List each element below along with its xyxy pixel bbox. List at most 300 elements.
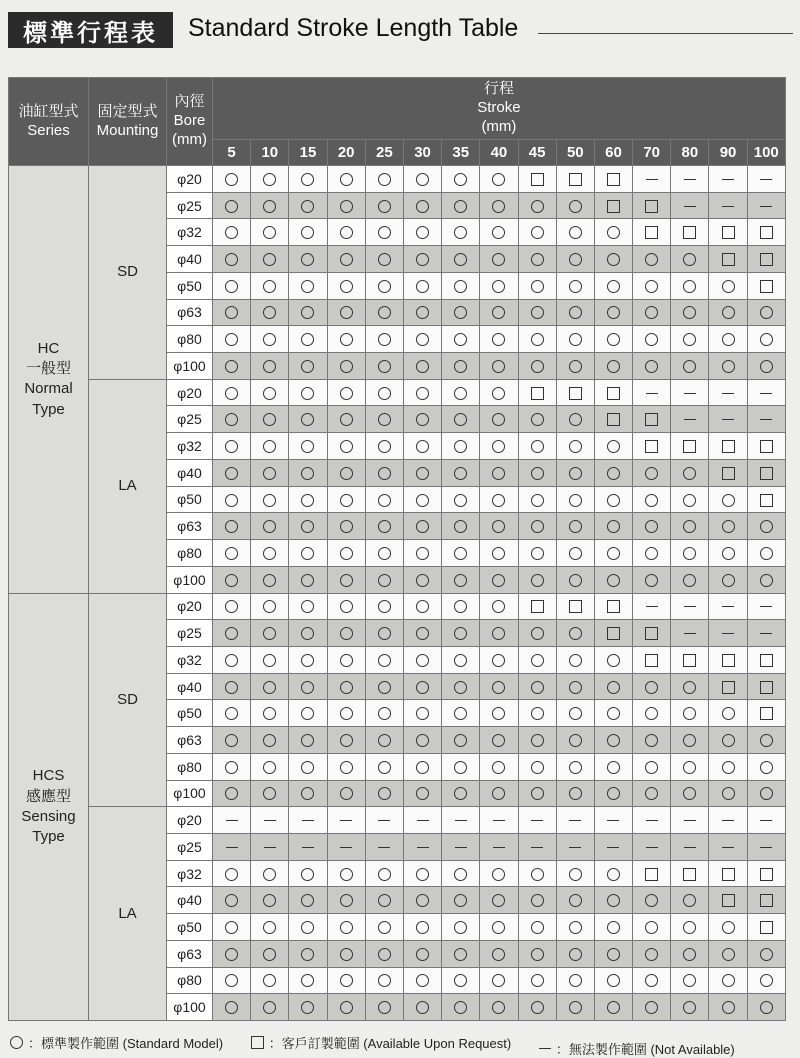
circle-icon [683,467,696,480]
circle-icon [569,467,582,480]
circle-icon [454,494,467,507]
availability-cell [633,513,671,540]
availability-cell [365,299,403,326]
availability-cell [327,326,365,353]
availability-cell [403,513,441,540]
circle-icon [416,734,429,747]
availability-cell [403,246,441,273]
dash-icon [684,179,696,180]
availability-cell [709,540,747,567]
availability-cell [671,486,709,513]
availability-cell [518,593,556,620]
circle-icon [263,574,276,587]
dash-icon [760,606,772,607]
circle-icon [607,868,620,881]
bore-header-cn: 內徑 [174,93,205,111]
availability-cell [442,940,480,967]
bore-cell: φ80 [167,326,213,353]
availability-cell [556,219,594,246]
availability-cell [518,914,556,941]
availability-cell [671,967,709,994]
bore-cell: φ40 [167,459,213,486]
circle-icon [454,600,467,613]
availability-cell [633,353,671,380]
circle-icon [492,948,505,961]
circle-icon [225,681,238,694]
circle-icon [645,547,658,560]
availability-cell [289,807,327,834]
circle-icon [454,467,467,480]
circle-icon [378,494,391,507]
availability-cell [251,326,289,353]
availability-cell [480,967,518,994]
circle-icon [225,226,238,239]
stroke-value: 10 [251,140,289,166]
circle-icon [378,1001,391,1014]
dash-icon [684,606,696,607]
circle-icon [301,707,314,720]
bore-header-en: Bore [173,112,206,130]
circle-icon [683,974,696,987]
availability-cell [480,593,518,620]
circle-icon [454,173,467,186]
availability-cell [747,246,785,273]
availability-cell [480,540,518,567]
availability-cell [442,540,480,567]
circle-icon [569,654,582,667]
circle-icon [225,707,238,720]
circle-icon [378,707,391,720]
stroke-value: 30 [403,140,441,166]
dash-icon [569,820,581,821]
circle-icon [225,280,238,293]
availability-cell [556,433,594,460]
availability-cell [289,433,327,460]
circle-icon [531,948,544,961]
square-icon [607,173,620,186]
circle-icon [645,360,658,373]
availability-cell [671,459,709,486]
circle-icon [225,600,238,613]
availability-cell [556,513,594,540]
circle-icon [683,1001,696,1014]
availability-cell [747,219,785,246]
availability-cell [671,807,709,834]
title-chinese: 標準行程表 [8,12,173,48]
availability-cell [213,887,251,914]
availability-cell [403,353,441,380]
availability-cell [556,272,594,299]
availability-cell [289,914,327,941]
availability-cell [442,353,480,380]
dash-icon [722,633,734,634]
circle-icon [263,333,276,346]
availability-cell [251,940,289,967]
availability-cell [747,753,785,780]
square-icon [760,894,773,907]
availability-cell [442,246,480,273]
availability-cell [365,433,403,460]
dash-icon [340,847,352,848]
circle-icon [531,574,544,587]
square-icon [722,226,735,239]
availability-cell [442,433,480,460]
availability-cell [594,967,632,994]
circle-icon [416,253,429,266]
circle-icon [607,253,620,266]
availability-cell [671,166,709,193]
availability-cell [251,833,289,860]
availability-cell [633,459,671,486]
availability-cell [327,353,365,380]
availability-cell [633,192,671,219]
circle-icon [416,547,429,560]
availability-cell [403,833,441,860]
availability-cell [327,299,365,326]
mounting-header-cn: 固定型式 [97,102,158,120]
circle-icon [454,440,467,453]
availability-cell [213,192,251,219]
circle-icon [492,200,505,213]
circle-icon [454,761,467,774]
circle-icon [531,921,544,934]
availability-cell [518,272,556,299]
availability-cell [518,887,556,914]
circle-icon [569,761,582,774]
circle-icon [492,1001,505,1014]
availability-cell [594,246,632,273]
availability-cell [480,353,518,380]
availability-cell [327,753,365,780]
circle-icon [263,280,276,293]
availability-cell [289,940,327,967]
circle-icon [454,974,467,987]
availability-cell [633,593,671,620]
availability-cell [480,673,518,700]
circle-icon [492,574,505,587]
availability-cell [747,700,785,727]
availability-cell [327,486,365,513]
availability-cell [289,540,327,567]
circle-icon [607,761,620,774]
availability-cell [671,727,709,754]
circle-icon [301,226,314,239]
circle-icon [645,681,658,694]
circle-icon [263,894,276,907]
availability-cell [289,860,327,887]
circle-icon [645,253,658,266]
circle-icon [340,413,353,426]
availability-cell [518,379,556,406]
mounting-cell: LA [89,379,167,593]
availability-cell [671,593,709,620]
dash-icon [760,633,772,634]
availability-cell [633,673,671,700]
availability-cell [518,967,556,994]
mounting-header-en: Mounting [96,121,159,139]
availability-cell [518,620,556,647]
circle-icon [760,1001,773,1014]
availability-cell [365,753,403,780]
circle-icon [225,734,238,747]
bore-cell: φ32 [167,646,213,673]
availability-cell [633,620,671,647]
availability-cell [480,940,518,967]
square-icon [683,868,696,881]
availability-cell [518,192,556,219]
availability-cell [518,807,556,834]
availability-cell [213,379,251,406]
availability-cell [213,833,251,860]
stroke-value: 5 [213,140,251,166]
availability-cell [403,940,441,967]
availability-cell [747,673,785,700]
availability-cell [365,406,403,433]
availability-cell [633,219,671,246]
availability-cell [213,780,251,807]
circle-icon [340,173,353,186]
availability-cell [213,727,251,754]
availability-cell [442,753,480,780]
circle-icon [531,787,544,800]
circle-icon [301,974,314,987]
circle-icon [378,574,391,587]
circle-icon [340,868,353,881]
circle-icon [416,360,429,373]
availability-cell [327,166,365,193]
circle-icon [645,974,658,987]
availability-cell [251,433,289,460]
circle-icon [301,1001,314,1014]
bore-cell: φ100 [167,780,213,807]
availability-cell [403,166,441,193]
circle-icon [607,306,620,319]
circle-icon [10,1036,23,1049]
availability-cell [518,513,556,540]
availability-cell [403,433,441,460]
circle-icon [607,707,620,720]
availability-cell [594,994,632,1021]
bore-cell: φ80 [167,753,213,780]
circle-icon [378,974,391,987]
availability-cell [747,994,785,1021]
stroke-value: 15 [289,140,327,166]
availability-cell [633,967,671,994]
circle-icon [340,894,353,907]
availability-cell [365,727,403,754]
availability-cell [289,887,327,914]
availability-cell [403,700,441,727]
availability-cell [594,673,632,700]
circle-icon [301,681,314,694]
availability-cell [633,807,671,834]
availability-cell [671,513,709,540]
availability-cell [518,833,556,860]
availability-cell [747,299,785,326]
availability-cell [442,272,480,299]
circle-icon [416,440,429,453]
availability-cell [594,379,632,406]
availability-cell [633,379,671,406]
availability-cell [709,673,747,700]
availability-cell [671,994,709,1021]
stroke-value: 100 [747,140,785,166]
circle-icon [378,306,391,319]
availability-cell [251,459,289,486]
square-icon [531,387,544,400]
availability-cell [213,299,251,326]
circle-icon [340,600,353,613]
circle-icon [531,333,544,346]
availability-cell [556,166,594,193]
availability-cell [442,807,480,834]
dash-icon [684,206,696,207]
availability-cell [365,673,403,700]
availability-cell [594,807,632,834]
availability-cell [747,860,785,887]
availability-cell [251,620,289,647]
square-icon [760,253,773,266]
availability-cell [556,486,594,513]
availability-cell [480,433,518,460]
circle-icon [301,333,314,346]
square-icon [645,226,658,239]
availability-cell [747,620,785,647]
dash-icon [722,606,734,607]
table-row [9,166,786,193]
availability-cell [365,566,403,593]
circle-icon [340,948,353,961]
availability-cell [251,753,289,780]
availability-cell [633,406,671,433]
circle-icon [645,574,658,587]
circle-icon [301,787,314,800]
availability-cell [365,513,403,540]
circle-icon [492,707,505,720]
circle-icon [569,413,582,426]
availability-cell [403,593,441,620]
circle-icon [378,360,391,373]
availability-cell [594,486,632,513]
circle-icon [225,787,238,800]
circle-icon [416,787,429,800]
bore-cell: φ20 [167,807,213,834]
circle-icon [301,306,314,319]
stroke-value: 35 [442,140,480,166]
legend-standard-text: ：標準製作範圍 (Standard Model) [28,1036,224,1051]
circle-icon [492,333,505,346]
availability-cell [403,379,441,406]
availability-cell [709,860,747,887]
availability-cell [289,406,327,433]
circle-icon [569,547,582,560]
legend-na-text: ：無法製作範圍 (Not Available) [555,1042,735,1057]
availability-cell [213,459,251,486]
circle-icon [645,921,658,934]
availability-cell [594,540,632,567]
circle-icon [569,494,582,507]
availability-cell [556,620,594,647]
availability-cell [327,620,365,647]
bore-cell: φ63 [167,940,213,967]
circle-icon [378,761,391,774]
availability-cell [213,272,251,299]
circle-icon [301,894,314,907]
availability-cell [518,780,556,807]
circle-icon [492,413,505,426]
circle-icon [301,574,314,587]
circle-icon [683,520,696,533]
availability-cell [442,700,480,727]
dash-icon [722,393,734,394]
bore-cell: φ25 [167,833,213,860]
availability-cell [594,620,632,647]
dash-icon [646,179,658,180]
availability-cell [251,166,289,193]
availability-cell [594,406,632,433]
availability-cell [327,459,365,486]
circle-icon [301,200,314,213]
availability-cell [709,513,747,540]
availability-cell [480,406,518,433]
circle-icon [416,761,429,774]
circle-icon [722,306,735,319]
availability-cell [213,700,251,727]
circle-icon [340,974,353,987]
circle-icon [416,467,429,480]
availability-cell [327,406,365,433]
dash-icon [455,820,467,821]
availability-cell [633,326,671,353]
circle-icon [340,360,353,373]
circle-icon [340,787,353,800]
availability-cell [442,166,480,193]
availability-cell [442,967,480,994]
circle-icon [301,654,314,667]
circle-icon [607,921,620,934]
bore-cell: φ32 [167,860,213,887]
availability-cell [671,379,709,406]
availability-cell [403,727,441,754]
circle-icon [607,520,620,533]
dash-icon [760,179,772,180]
availability-cell [289,593,327,620]
availability-cell [213,326,251,353]
circle-icon [492,654,505,667]
availability-cell [403,540,441,567]
availability-cell [633,272,671,299]
availability-cell [251,727,289,754]
availability-cell [556,940,594,967]
circle-icon [492,280,505,293]
circle-icon [683,494,696,507]
circle-icon [454,894,467,907]
circle-icon [531,494,544,507]
circle-icon [416,200,429,213]
availability-cell [747,326,785,353]
circle-icon [760,520,773,533]
availability-cell [289,246,327,273]
table-row [9,807,786,834]
availability-cell [403,914,441,941]
availability-cell [633,727,671,754]
dash-icon [531,847,543,848]
circle-icon [301,948,314,961]
availability-cell [327,727,365,754]
circle-icon [340,200,353,213]
availability-cell [518,566,556,593]
bore-cell: φ25 [167,192,213,219]
